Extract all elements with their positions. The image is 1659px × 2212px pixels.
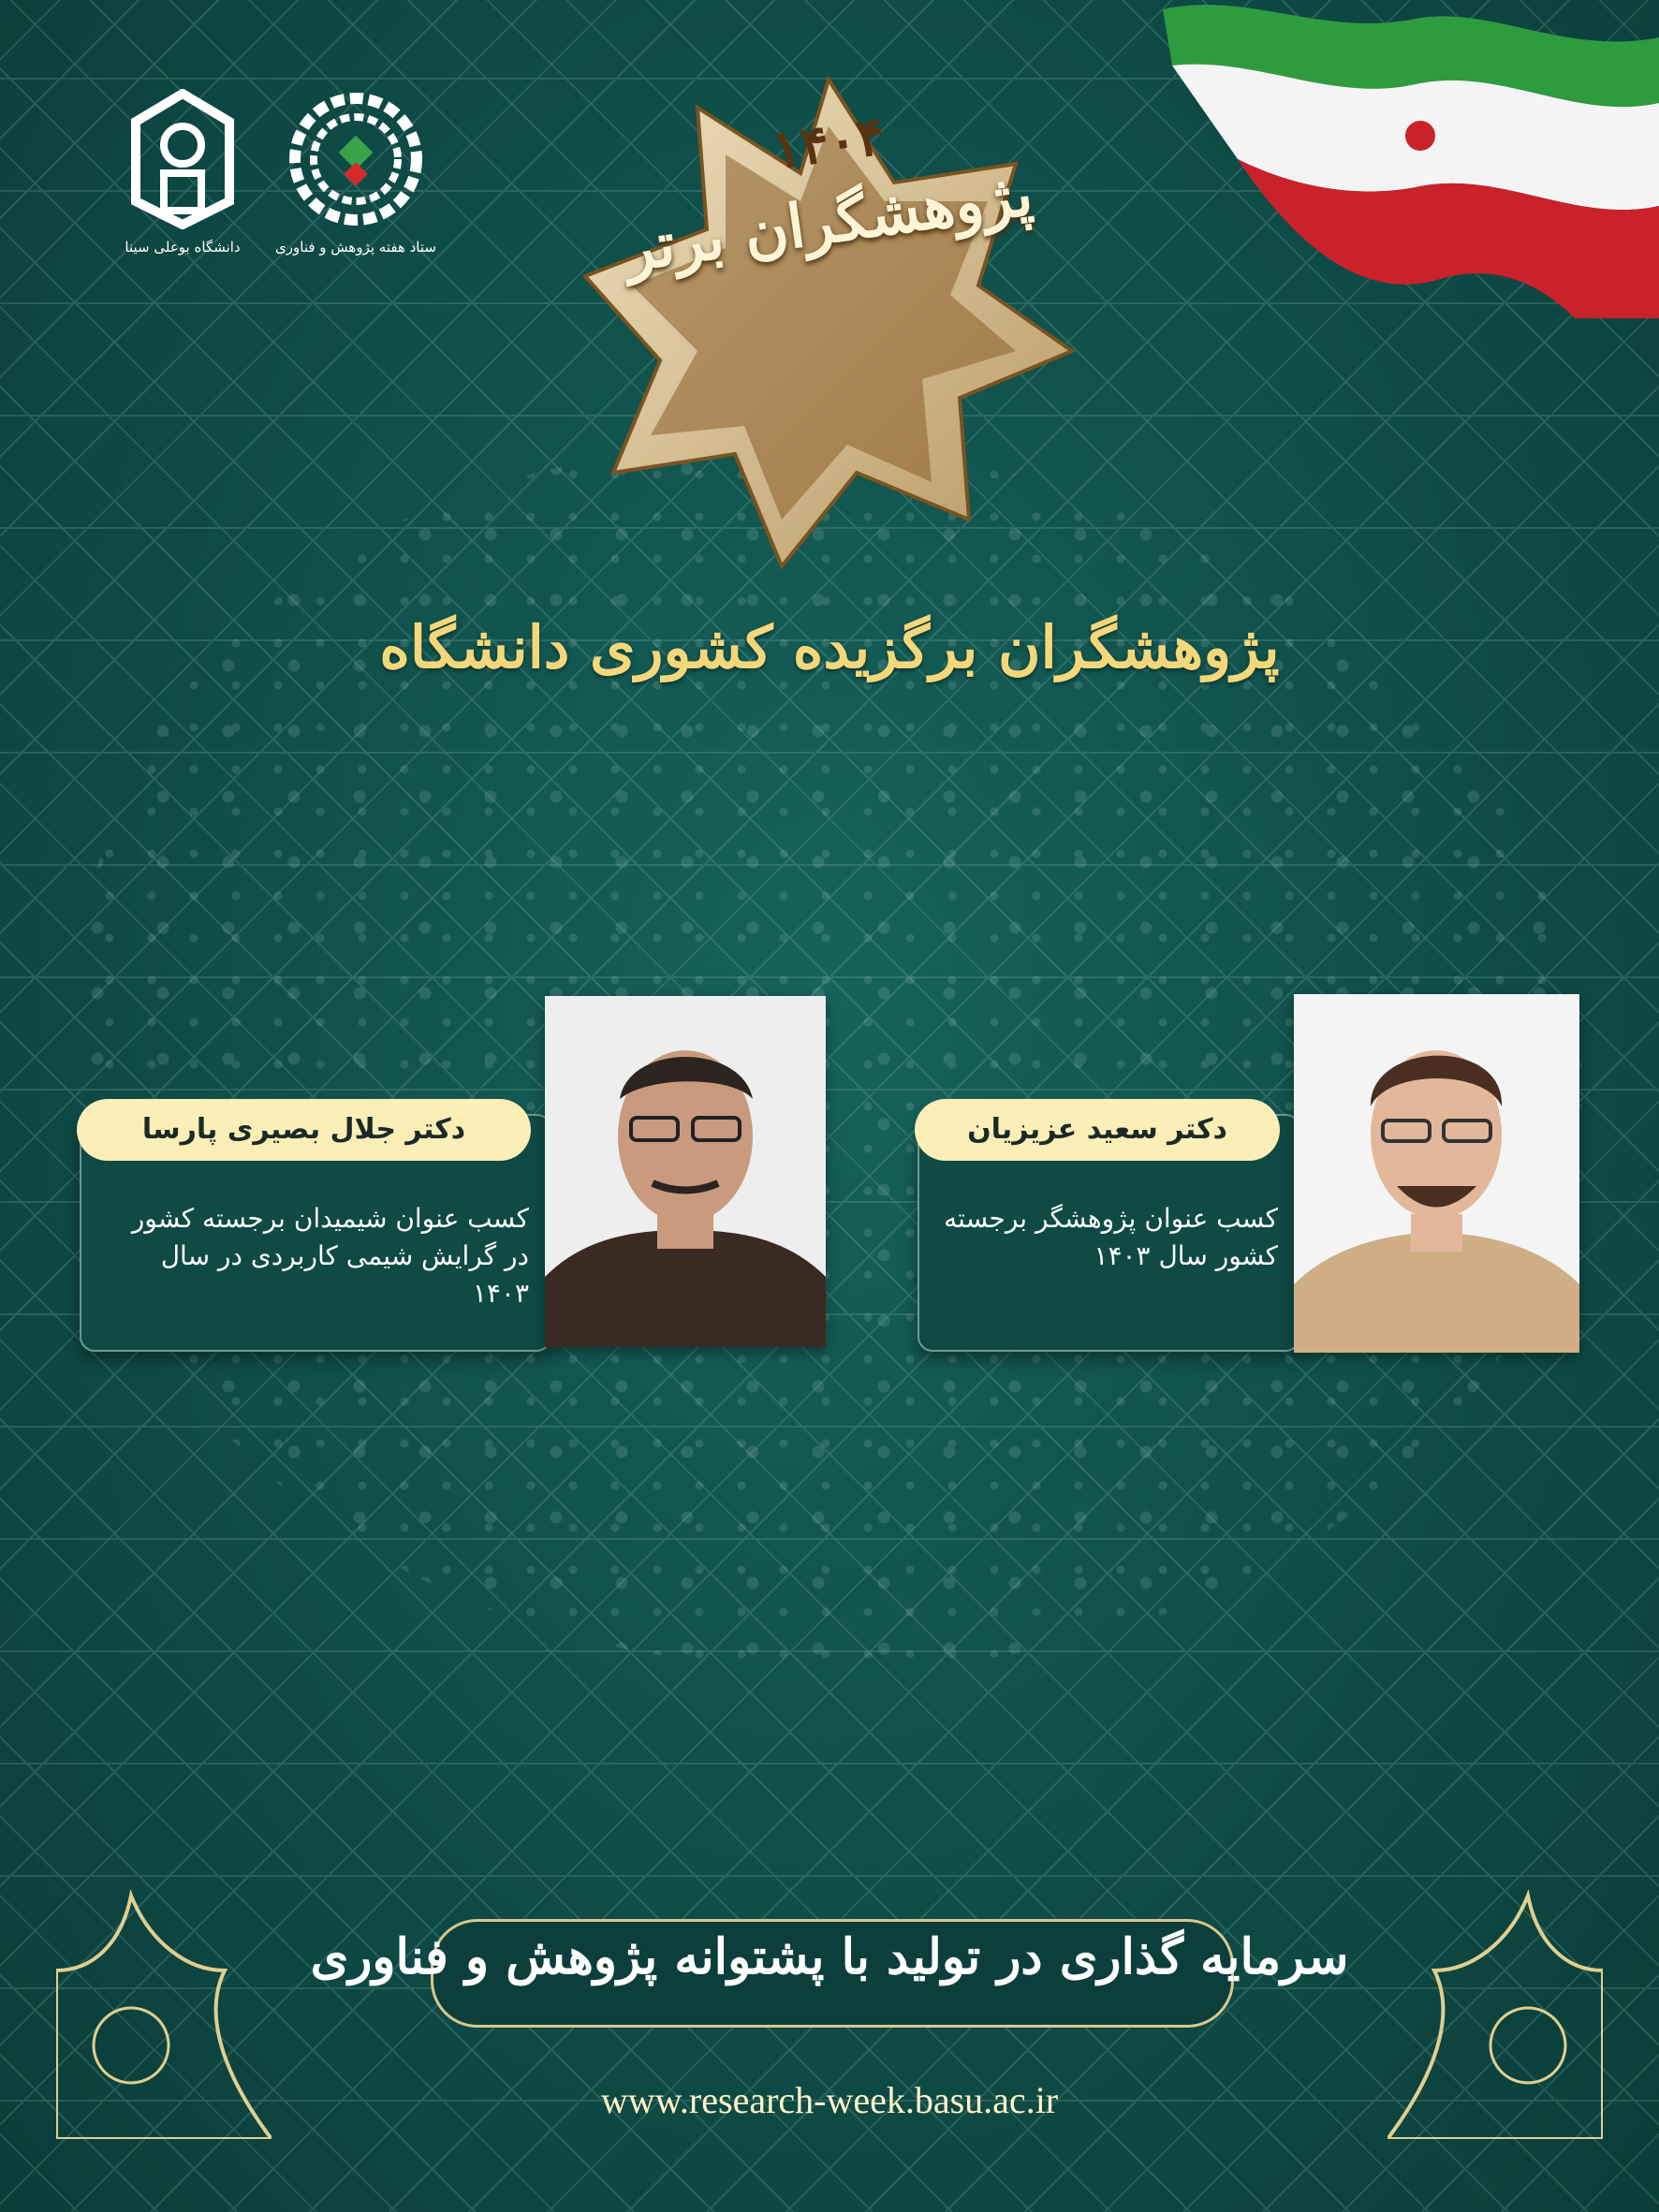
- headline: پژوهشگران برگزیده کشوری دانشگاه: [379, 613, 1280, 681]
- research-week-emblem-icon: [286, 89, 426, 229]
- researcher-card-left: [80, 1114, 551, 1352]
- researcher-photo-left: [545, 996, 826, 1347]
- research-week-headquarters-logo: [267, 89, 445, 256]
- headquarters-caption: ستاد هفته پژوهش و فناوری: [275, 239, 436, 256]
- researcher-name: دکتر سعید عزیزیان: [915, 1099, 1280, 1161]
- university-caption: دانشگاه بوعلی سینا: [125, 239, 241, 256]
- website-link[interactable]: www.research-week.basu.ac.ir: [600, 2079, 1059, 2121]
- emblem-year: ۱۴۰۴: [768, 104, 889, 183]
- researcher-photo-right: [1294, 994, 1579, 1353]
- researcher-description: کسب عنوان شیمیدان برجسته کشور در گرایش شیمی کاربردی در سال ۱۴۰۳: [131, 1203, 529, 1309]
- iran-flag-icon: [1135, 0, 1659, 318]
- researcher-description: کسب عنوان پژوهشگر برجسته کشور سال ۱۴۰۳: [944, 1203, 1278, 1271]
- university-emblem-icon: [126, 89, 239, 229]
- portrait-icon: [1294, 994, 1579, 1353]
- emblem-title: پژوهشگران برتر: [620, 158, 1037, 286]
- slogan: سرمایه گذاری در تولید با پشتوانه پژوهش و فناوری: [310, 1928, 1349, 1985]
- bu-ali-sina-university-logo: [103, 89, 262, 256]
- portrait-icon: [545, 996, 826, 1347]
- researcher-card-right: [918, 1114, 1300, 1352]
- researcher-name: دکتر جلال بصیری پارسا: [77, 1099, 531, 1161]
